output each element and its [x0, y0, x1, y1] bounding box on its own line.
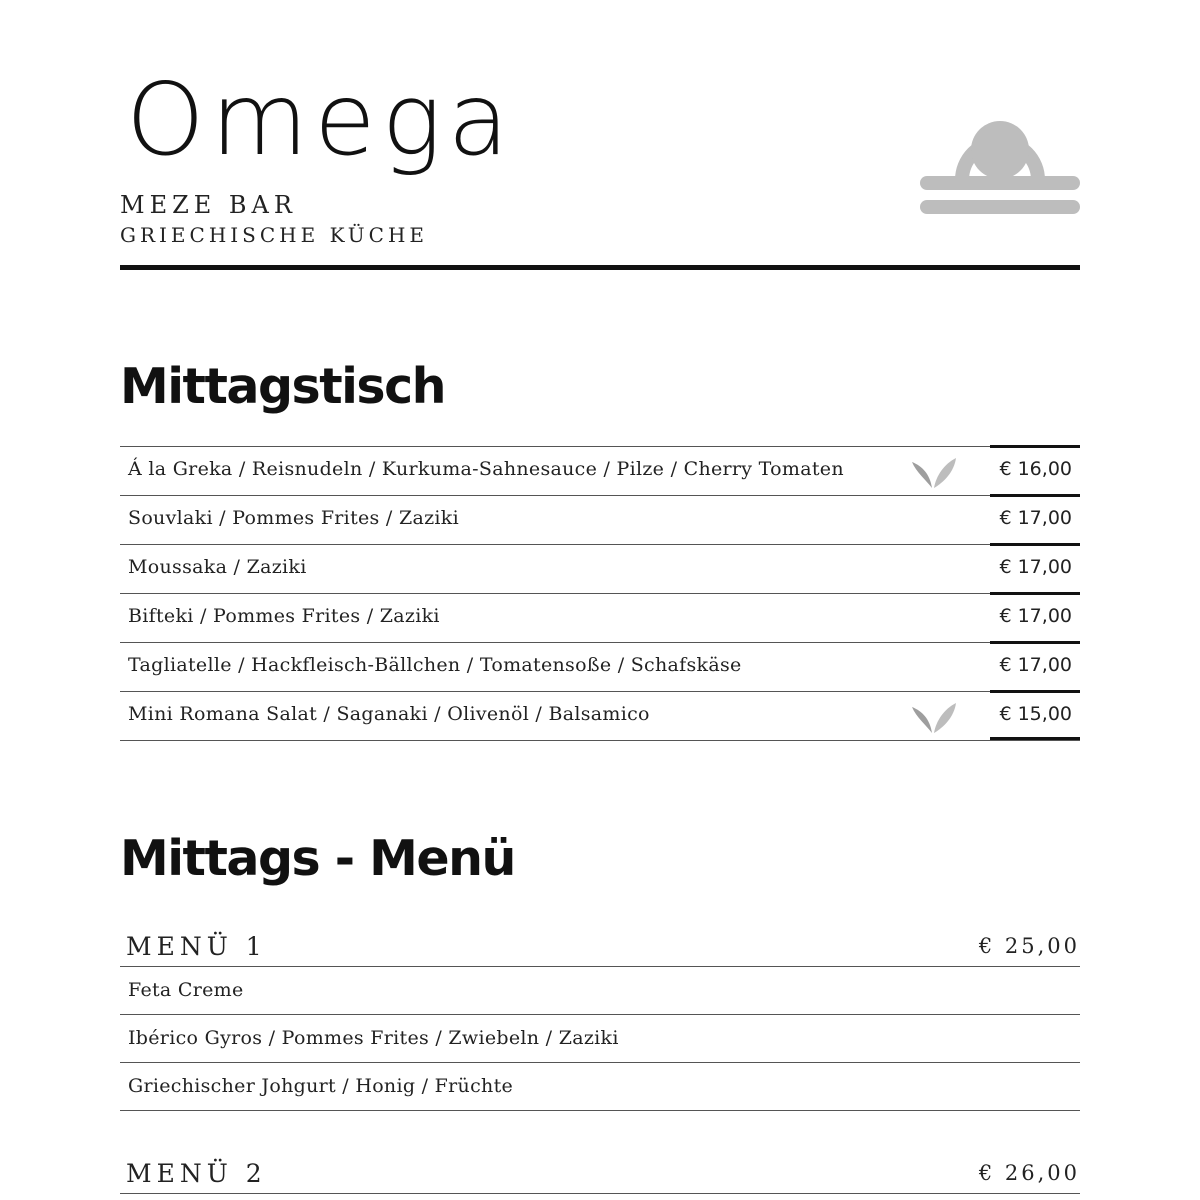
- menu-block: [120, 1157, 1080, 1194]
- price-cell: [990, 690, 1080, 740]
- menu-name: MENÜ 2: [126, 1159, 267, 1188]
- dish-name: Tagliatelle / Hackfleisch-Bällchen / Tomatensoße / Schafskäse: [128, 654, 742, 676]
- section-title-mittagstisch: Mittagstisch: [120, 358, 446, 415]
- header-divider: [120, 265, 1080, 270]
- menu-header: [120, 1157, 1080, 1194]
- mittagstisch-row: [120, 594, 1080, 643]
- menu-course: [120, 1063, 1080, 1111]
- course-text: Ibérico Gyros / Pommes Frites / Zwiebeln / Zaziki: [128, 1027, 619, 1049]
- menu-price: € 25,00: [978, 934, 1080, 958]
- mittagstisch-row: [120, 643, 1080, 692]
- price-cell: [990, 494, 1080, 544]
- mittagstisch-row: [120, 545, 1080, 594]
- dish-name: Moussaka / Zaziki: [128, 556, 307, 578]
- dish-name: Bifteki / Pommes Frites / Zaziki: [128, 605, 440, 627]
- dish-price: € 17,00: [999, 654, 1072, 676]
- menu-page: [120, 0, 1080, 1200]
- vegetarian-leaf-icon: [910, 699, 958, 735]
- dish-name: Mini Romana Salat / Saganaki / Olivenöl / Balsamico: [128, 703, 650, 725]
- mittagstisch-row: [120, 692, 1080, 741]
- course-text: Feta Creme: [128, 979, 244, 1001]
- menu-price: € 26,00: [978, 1161, 1080, 1185]
- price-cell: [990, 641, 1080, 691]
- vegetarian-leaf-icon: [910, 454, 958, 490]
- menu-block: [120, 930, 1080, 1111]
- restaurant-name: Omega: [126, 61, 515, 178]
- menu-course: [120, 967, 1080, 1015]
- menu-header: [120, 930, 1080, 967]
- price-cell: [990, 543, 1080, 593]
- menu-name: MENÜ 1: [126, 932, 267, 961]
- mittagstisch-row: [120, 446, 1080, 496]
- libra-scale-icon: [920, 88, 1080, 218]
- dish-price: € 15,00: [999, 703, 1072, 725]
- dish-price: € 16,00: [999, 458, 1072, 480]
- price-cell: [990, 592, 1080, 642]
- dish-name: Souvlaki / Pommes Frites / Zaziki: [128, 507, 459, 529]
- restaurant-subtitle: MEZE BAR: [120, 191, 297, 219]
- section-title-mittags-menu: Mittags - Menü: [120, 830, 515, 887]
- dish-name: Á la Greka / Reisnudeln / Kurkuma-Sahnesauce / Pilze / Cherry Tomaten: [128, 458, 844, 480]
- mittagstisch-table: [120, 446, 1080, 741]
- restaurant-cuisine: GRIECHISCHE KÜCHE: [120, 223, 429, 247]
- course-text: Griechischer Johgurt / Honig / Früchte: [128, 1075, 514, 1097]
- menu-course: [120, 1015, 1080, 1063]
- dish-price: € 17,00: [999, 605, 1072, 627]
- mittagstisch-row: [120, 496, 1080, 545]
- dish-price: € 17,00: [999, 556, 1072, 578]
- price-cell: [990, 445, 1080, 495]
- dish-price: € 17,00: [999, 507, 1072, 529]
